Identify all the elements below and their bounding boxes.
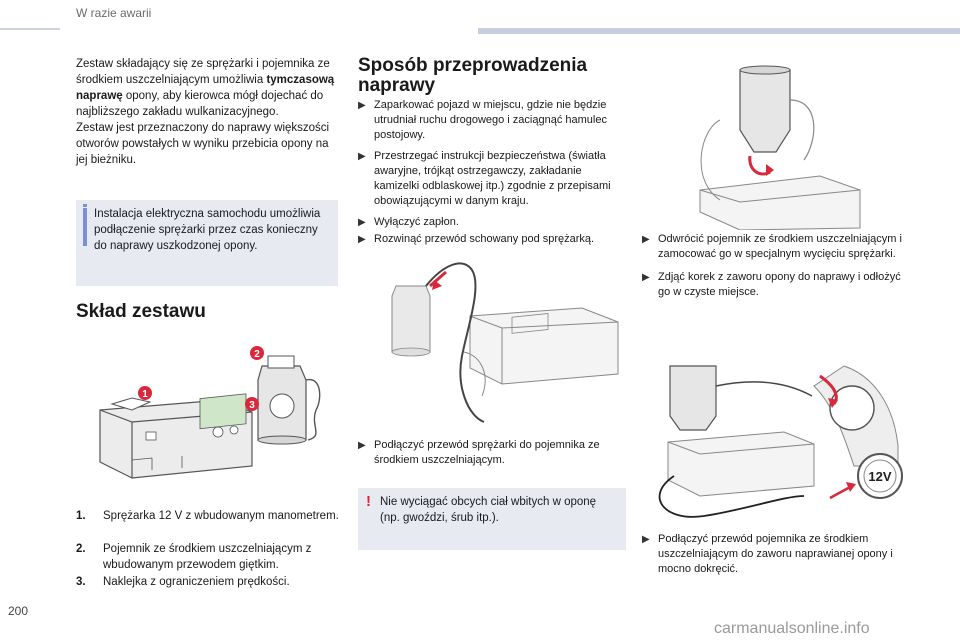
kit-illustration [92, 340, 332, 486]
bullet-icon: ▶ [358, 234, 366, 245]
page-number: 200 [8, 604, 29, 618]
section-header-title: W razie awarii [76, 6, 152, 20]
inverted-bottle-illustration [680, 60, 920, 230]
tire-connection-illustration [644, 346, 904, 522]
watermark: carmanualsonline.info [714, 620, 870, 637]
intro-paragraph-1: Zestaw składający się ze sprężarki i pojemnika ze środkiem uszczelniającym umożliwia tymczasową naprawę opony, aby kierowca mógł dojechać do najbliższego zakładu wulkanizacyjnego. [76, 58, 335, 118]
callout-2-label: 2 [254, 349, 260, 360]
repair-step-turn-bottle: ▶ Odwrócić pojemnik ze środkiem uszczelniającym i zamocować go w specjalnym wycięciu sprężarki. [642, 233, 902, 260]
repair-step-tire-wrap [642, 532, 904, 583]
repair-step-connect-wrap [358, 438, 624, 474]
repair-step-park: ▶ Zaparkować pojazd w miejscu, gdzie nie będzie utrudniał ruchu drogowego i zaciągnąć hamulec postojowy. [358, 99, 607, 141]
callout-3-label: 3 [249, 400, 255, 411]
repair-steps-a [358, 98, 624, 236]
info-note-text: Instalacja elektryczna samochodu umożliwia podłączenie sprężarki przez czas konieczny do naprawy uszkodzonej opony. [94, 208, 321, 252]
bullet-icon: ▶ [642, 234, 650, 245]
kit-list-item-2: 2. Pojemnik ze środkiem uszczelniającym z wbudowanym przewodem giętkim. [76, 543, 312, 571]
kit-list-item-1: 1. Sprężarka 12 V z wbudowanym manometrem. [76, 510, 339, 522]
right-column-steps [642, 232, 902, 306]
repair-step-attach-tire: ▶ Podłączyć przewód pojemnika ze środkiem uszczelniającym do zaworu naprawianej opony i mocno dokręcić. [642, 533, 893, 575]
bullet-icon: ▶ [642, 272, 650, 283]
repair-step-connect: ▶ Podłączyć przewód sprężarki do pojemnika ze środkiem uszczelniającym. [358, 439, 600, 466]
callout-1-label: 1 [142, 389, 148, 400]
kit-list-item-3: 3. Naklejka z ograniczeniem prędkości. [76, 576, 290, 588]
warning-icon: ! [366, 493, 371, 510]
repair-section-title: Sposób przeprowadzenia naprawy [358, 55, 588, 96]
bullet-icon: ▶ [642, 534, 650, 545]
hose-connection-illustration [372, 256, 628, 426]
repair-step-safety: ▶ Przestrzegać instrukcji bezpieczeństwa (światła awaryjne, trójkąt ostrzegawczy, zakładanie kamizelki odblaskowej itp.) zgodnie z przepisami obowiązującymi w danym kraju. [358, 150, 611, 207]
intro-text [76, 56, 338, 168]
repair-step-unwind: ▶ Rozwinąć przewód schowany pod sprężarką. [358, 233, 595, 245]
warning-note [358, 488, 626, 550]
bullet-icon: ▶ [358, 151, 366, 162]
bullet-icon: ▶ [358, 217, 366, 228]
socket-12v-label: 12V [868, 469, 892, 484]
intro-paragraph-2: Zestaw jest przeznaczony do naprawy większości otworów powstałych w wyniku przebicia opony na jej bieżniku. [76, 122, 330, 166]
plug-arrow-icon [846, 482, 856, 492]
header-rule-left [0, 28, 60, 30]
bullet-icon: ▶ [358, 440, 366, 451]
warning-note-text: Nie wyciągać obcych ciał wbitych w oponę (np. gwoździ, śrub itp.). [380, 496, 597, 524]
header-rule-right [478, 28, 960, 34]
bullet-icon: ▶ [358, 100, 366, 111]
info-icon [83, 208, 87, 246]
repair-step-remove-cap: ▶ Zdjąć korek z zaworu opony do naprawy i odłożyć go w czyste miejsce. [642, 271, 901, 298]
kit-section-title: Skład zestawu [76, 301, 206, 322]
rotate-arrow-icon [766, 164, 774, 176]
repair-step-ignition: ▶ Wyłączyć zapłon. [358, 216, 459, 228]
info-note [76, 200, 338, 286]
repair-step-unwind-wrap [358, 232, 624, 253]
info-icon-dot [83, 204, 87, 207]
